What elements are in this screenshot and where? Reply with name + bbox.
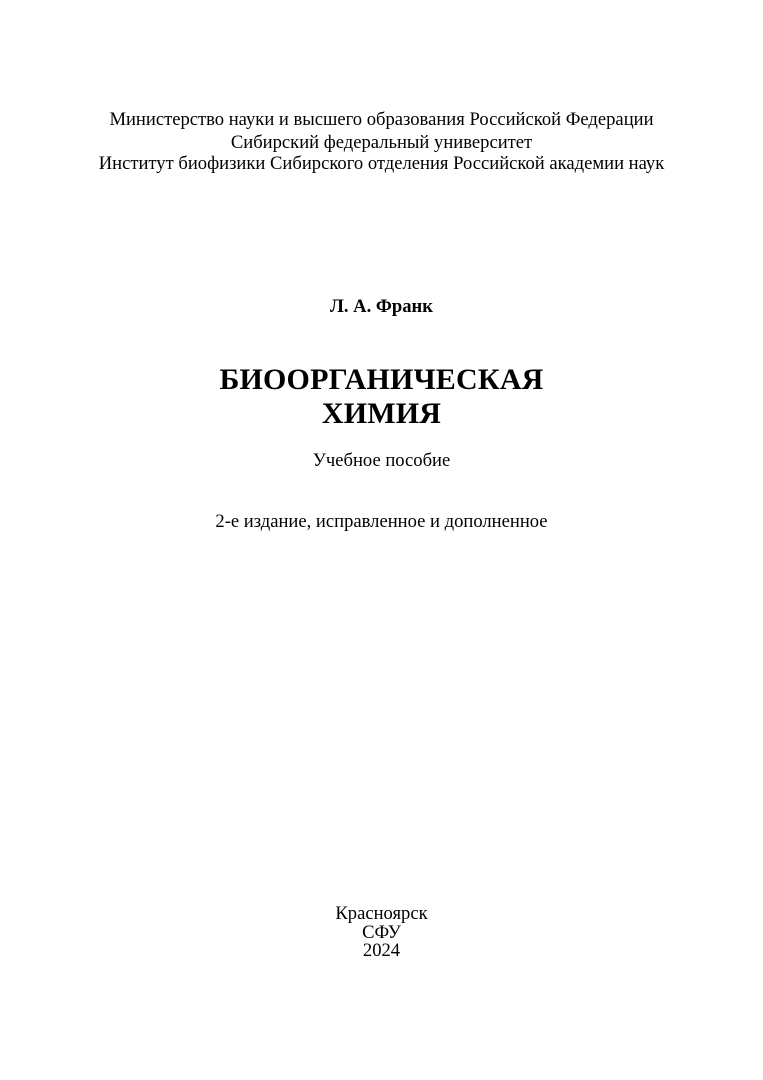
imprint-publisher: СФУ [362, 922, 401, 943]
organization-ministry: Министерство науки и высшего образования Российской Федерации [109, 109, 654, 130]
organization-institute: Институт биофизики Сибирского отделения Российской академии наук [98, 153, 665, 174]
imprint-city: Красноярск [335, 903, 428, 924]
book-title-line-1: БИООРГАНИЧЕСКАЯ [219, 363, 544, 396]
author-name: Л. А. Франк [330, 296, 433, 317]
book-title-line-2: ХИМИЯ [321, 397, 442, 430]
organization-university: Сибирский федеральный университет [230, 132, 533, 153]
imprint-year: 2024 [362, 940, 401, 961]
edition-note: 2-е издание, исправленное и дополненное [215, 511, 548, 532]
publication-type: Учебное пособие [312, 450, 451, 471]
